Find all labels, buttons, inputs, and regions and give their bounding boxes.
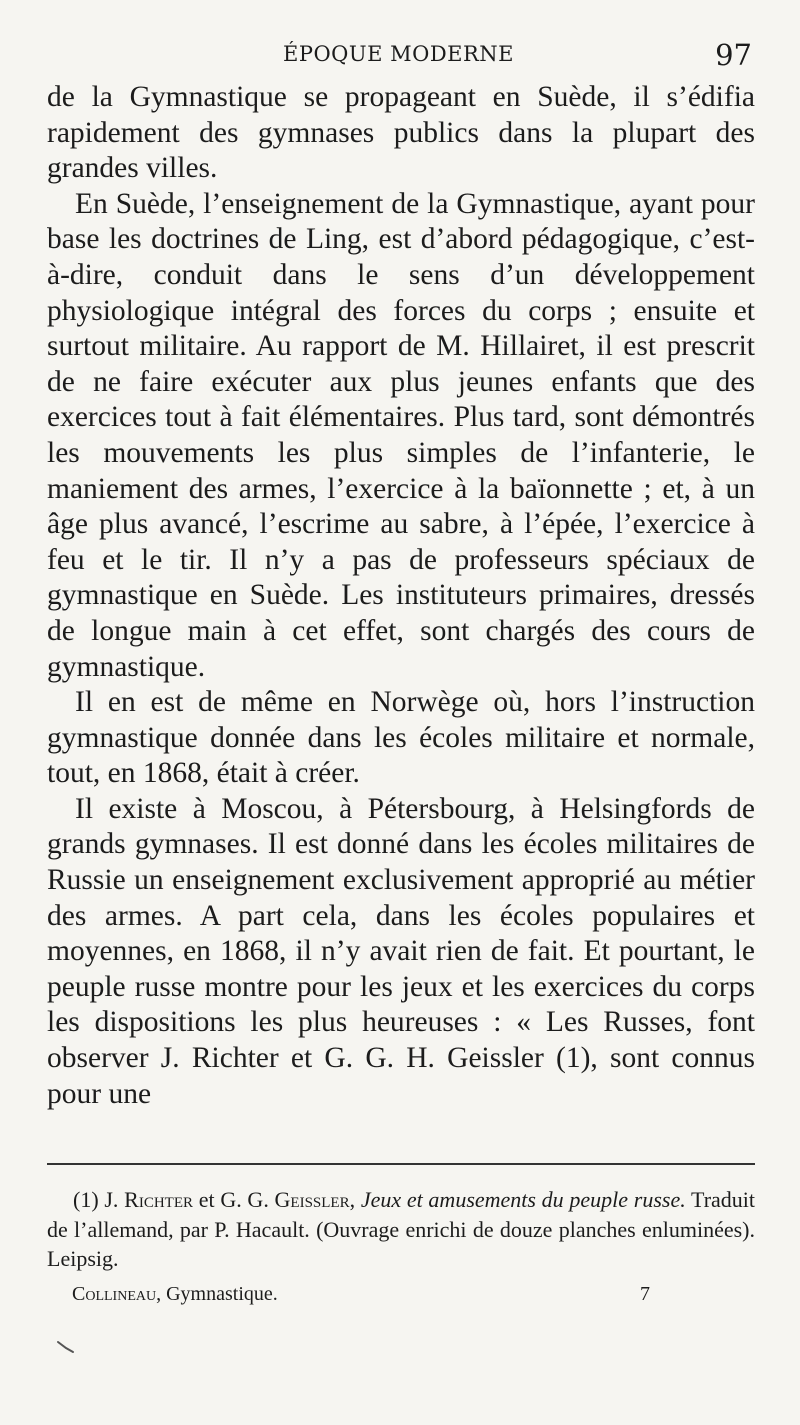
footnote (47, 1185, 755, 1274)
footnote-author: G. G. Geissler, (220, 1187, 356, 1212)
running-head (0, 38, 800, 72)
paragraph: Il existe à Moscou, à Pétersbourg, à Helsingfords de grands gymnases. Il est donné dans les écoles militaires de Russie un enseignement exclusivement approprié au métier des armes. A part cela, dans les écoles populaires et moyennes, en 1868, il n’y avait rien de fait. Et pourtant, le peuple russe montre pour les jeux et les exercices du corps les dispositions les plus heureuses : « Les Russes, font observer J. Richter et G. G. H. Geissler (1), sont connus pour une (47, 792, 755, 1110)
signature-number: 7 (640, 1283, 650, 1305)
body-text (47, 80, 755, 1112)
page-number: 97 (715, 38, 752, 72)
signature-line (72, 1283, 672, 1313)
ink-mark (56, 1340, 76, 1354)
signature-author: Collineau, (72, 1283, 162, 1305)
signature-title: Gymnastique. (166, 1283, 278, 1305)
running-title: ÉPOQUE MODERNE (283, 42, 514, 66)
footnote-author: J. Richter (104, 1187, 193, 1212)
footnote-text: Traduit de l’allemand, par P. Hacault. (Ouvrage enrichi de douze planches enluminées). Leipsig. (47, 1187, 756, 1271)
paragraph: Il en est de même en Norwège où, hors l’instruction gymnastique donnée dans les écoles militaire et normale, tout, en 1868, était à créer. (47, 686, 755, 790)
footnote-rule (47, 1163, 755, 1165)
paragraph: En Suède, l’enseignement de la Gymnastique, ayant pour base les doctrines de Ling, est d’abord pédagogique, c’est-à-dire, conduit dans le sens d’un développement physiologique intégral des forces du corps ; ensuite et surtout militaire. Au rapport de M. Hillairet, il est prescrit de ne faire exécuter aux plus jeunes enfants que des exercices tout à fait élémentaires. Plus tard, sont démontrés les mouvements les plus simples de l’infanterie, le maniement des armes, l’exercice à la baïonnette ; et, à un âge plus avancé, l’escrime au sabre, à l’épée, l’exercice à feu et le tir. Il n’y a pas de professeurs spéciaux de gymnastique en Suède. Les instituteurs primaires, dressés de longue main à cet effet, sont chargés des cours de gymnastique. (47, 187, 755, 683)
footnote-book-title: Jeux et amusements du peuple russe. (360, 1187, 686, 1212)
footnote-connector: et (198, 1187, 215, 1212)
paragraph: de la Gymnastique se propageant en Suède, il s’édifia rapidement des gymnases publics dans la plupart des grandes villes. (47, 81, 755, 185)
footnote-marker: (1) (73, 1187, 99, 1212)
